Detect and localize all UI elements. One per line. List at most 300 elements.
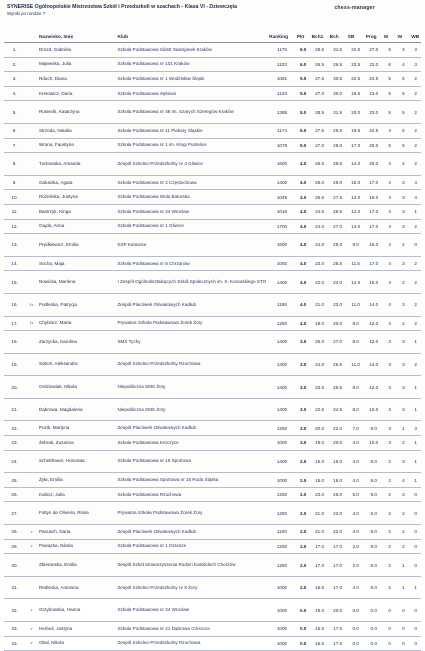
cell-club: Niepubliczna SMS Żory [116, 376, 268, 399]
cell-rank: 30. [4, 554, 25, 577]
cell-rating: 1250 [268, 539, 296, 554]
cell-name: Grzybowska, Hanna [38, 599, 117, 622]
cell-prog: 6.0 [365, 502, 383, 525]
cell-rank: 26. [4, 487, 25, 502]
cell-name: Nowicka, Marlena [38, 271, 117, 294]
table-row [4, 539, 421, 554]
cell-bch1: 27.5 [311, 72, 329, 87]
cell-prog: 16.0 [365, 271, 383, 294]
col-header-rank [4, 32, 25, 43]
cell-rating: 1600 [268, 153, 296, 176]
cell-bch: 20.0 [329, 599, 347, 622]
cell-prog: 12.0 [365, 376, 383, 399]
cell-name: Kubicz, Julia [38, 487, 117, 502]
table-row [4, 622, 421, 637]
cell-name: Galuszka, Agata [38, 175, 117, 190]
cell-prog: 10.0 [365, 436, 383, 451]
cell-points: 0.0 [296, 599, 311, 622]
cell-wb: 2 [410, 138, 421, 153]
cell-w2: 5 [397, 86, 411, 101]
cell-points: 4.0 [296, 256, 311, 271]
cell-rank: 24. [4, 450, 25, 473]
cell-name: Ordziowiak, Nikola [38, 376, 117, 399]
cell-bch1: 24.5 [311, 204, 329, 219]
cell-rating: 1250 [268, 554, 296, 577]
cell-title [25, 123, 38, 138]
cell-title [25, 487, 38, 502]
cell-club: Szkoła Podstawowa nr 24 Wrocław [116, 204, 268, 219]
cell-sb: 4.0 [347, 450, 365, 473]
cell-prog: 20.0 [365, 153, 383, 176]
cell-name: Strzoda, Natalia [38, 123, 117, 138]
col-header-bch1: Bch1 [311, 32, 329, 43]
cell-bch: 17.0 [329, 576, 347, 599]
cell-name: Scheithauer, Honorata [38, 450, 117, 473]
cell-bch: 29.5 [329, 123, 347, 138]
cell-w: 3 [383, 436, 397, 451]
cell-wb: 1 [410, 376, 421, 399]
cell-bch: 29.0 [329, 175, 347, 190]
cell-club: Szkoła Podstawowa Sękowo [116, 86, 268, 101]
cell-rating: 1185 [268, 293, 296, 316]
cell-club: Zespół Szkolno-Przedszkolny nr 4 Gliwice [116, 153, 268, 176]
cell-bch: 20.0 [329, 436, 347, 451]
cell-rank: 32. [4, 599, 25, 622]
cell-title: v [25, 539, 38, 554]
cell-w: 2 [383, 450, 397, 473]
cell-wb: 1 [410, 450, 421, 473]
cell-club: Szkoła Podstawowa nr 11 Piekary Śląskie [116, 123, 268, 138]
cell-rating: 1250 [268, 421, 296, 436]
table-row [4, 234, 421, 257]
cell-name: Obal, Nikola [38, 636, 117, 651]
cell-bch: 20.0 [329, 316, 347, 331]
cell-w: 2 [383, 473, 397, 488]
cell-prog: 20.0 [365, 138, 383, 153]
table-row [4, 576, 421, 599]
cell-title [25, 256, 38, 271]
cell-rank: 25. [4, 473, 25, 488]
cell-title [25, 331, 38, 354]
cell-sb: 11.5 [347, 256, 365, 271]
cell-rating: 1400 [268, 175, 296, 190]
cell-w2: 0 [397, 636, 411, 651]
cell-bch1: 26.0 [311, 175, 329, 190]
cell-w2: 3 [397, 398, 411, 421]
cell-w: 4 [383, 234, 397, 257]
cell-points: 4.0 [296, 175, 311, 190]
cell-prog: 8.0 [365, 473, 383, 488]
cell-prog: 17.0 [365, 219, 383, 234]
cell-wb: 2 [410, 101, 421, 124]
cell-wb: 2 [410, 153, 421, 176]
cell-club: Zespół Szkolno-Przedszkolny Rzuchowa [116, 636, 268, 651]
cell-bch: 27.0 [329, 219, 347, 234]
table-row [4, 376, 421, 399]
cell-w: 0 [383, 622, 397, 637]
cell-w2: 1 [397, 576, 411, 599]
cell-w2: 3 [397, 487, 411, 502]
cell-w: 2 [383, 502, 397, 525]
cell-points: 6.0 [296, 43, 311, 58]
cell-rank: 12. [4, 219, 25, 234]
cell-points: 2.5 [296, 473, 311, 488]
cell-bch: 16.0 [329, 450, 347, 473]
cell-w2: 2 [397, 539, 411, 554]
table-row [4, 293, 421, 316]
cell-w: 5 [383, 72, 397, 87]
cell-rank: 31. [4, 576, 25, 599]
cell-club: I Zespół Ogólnokształcących Szkół Społecznych im. S. Konarskiego STO [116, 271, 268, 294]
cell-name: Redlecka, Antonina [38, 576, 117, 599]
cell-w: 2 [383, 539, 397, 554]
cell-title [25, 376, 38, 399]
cell-wb: 0 [410, 502, 421, 525]
cell-points: 4.0 [296, 219, 311, 234]
cell-title: v [25, 525, 38, 540]
cell-bch1: 17.0 [311, 539, 329, 554]
cell-bch1: 27.0 [311, 86, 329, 101]
cell-w: 6 [383, 57, 397, 72]
cell-sb: 22.5 [347, 72, 365, 87]
cell-rating: 1133 [268, 86, 296, 101]
col-header-title [25, 32, 38, 43]
cell-sb: 5.0 [347, 487, 365, 502]
cell-w: 3 [383, 353, 397, 376]
cell-wb: 3 [410, 421, 421, 436]
cell-w2: 1 [397, 421, 411, 436]
cell-bch: 22.0 [329, 502, 347, 525]
cell-rating: 1400 [268, 353, 296, 376]
cell-points: 4.0 [296, 153, 311, 176]
cell-wb: 0 [410, 554, 421, 577]
cell-sb: 8.0 [347, 331, 365, 354]
cell-title [25, 101, 38, 124]
cell-bch1: 16.5 [311, 576, 329, 599]
cell-bch: 25.0 [329, 234, 347, 257]
cell-wb: 4 [410, 175, 421, 190]
cell-club: Szkoła Podstawowa nr 48 im. Szarych Szeregów Kraków [116, 101, 268, 124]
table-row [4, 554, 421, 577]
cell-sb: 0.0 [347, 636, 365, 651]
cell-prog: 8.0 [365, 450, 383, 473]
cell-bch: 25.5 [329, 256, 347, 271]
cell-rating: 1000 [268, 473, 296, 488]
cell-bch1: 26.5 [311, 153, 329, 176]
cell-bch1: 15.0 [311, 473, 329, 488]
cell-w: 4 [383, 153, 397, 176]
cell-w: 4 [383, 123, 397, 138]
table-row [4, 101, 421, 124]
cell-wb: 0 [410, 599, 421, 622]
cell-prog: 8.0 [365, 576, 383, 599]
cell-w2: 3 [397, 376, 411, 399]
cell-bch: 25.0 [329, 487, 347, 502]
table-row [4, 72, 421, 87]
cell-w: 3 [383, 376, 397, 399]
cell-prog: 17.0 [365, 175, 383, 190]
cell-bch1: 24.0 [311, 219, 329, 234]
cell-wb: 2 [410, 256, 421, 271]
cell-rating: 1400 [268, 271, 296, 294]
cell-prog: 14.0 [365, 353, 383, 376]
table-row [4, 636, 421, 651]
cell-points: 3.0 [296, 398, 311, 421]
cell-bch1: 22.5 [311, 398, 329, 421]
cell-w: 5 [383, 86, 397, 101]
table-row [4, 271, 421, 294]
cell-bch1: 20.0 [311, 421, 329, 436]
col-header-prog: Prog [365, 32, 383, 43]
cell-name: Turkowska, Amanda [38, 153, 117, 176]
cell-bch: 17.0 [329, 554, 347, 577]
cell-rating: 1174 [268, 123, 296, 138]
cell-rank: 11. [4, 204, 25, 219]
col-header-w2: W [397, 32, 411, 43]
cell-sb: 13.0 [347, 219, 365, 234]
cell-club: Zespół Szkolno-Przedszkolny nr 8 Żory [116, 576, 268, 599]
cell-bch1: 23.0 [311, 256, 329, 271]
col-header-w: W [383, 32, 397, 43]
cell-club: Szkoła Podstawowa nr 24 Wrocław [116, 599, 268, 622]
cell-w: 6 [383, 43, 397, 58]
cell-name: Majewska, Julia [38, 57, 117, 72]
cell-bch1: 21.0 [311, 502, 329, 525]
cell-club: Niepubliczna SMS Żory [116, 398, 268, 421]
table-row [4, 421, 421, 436]
cell-wb: 0 [410, 234, 421, 257]
cell-name: Rusiecki, Katarzyna [38, 101, 117, 124]
cell-bch1: 27.0 [311, 138, 329, 153]
cell-club: Zespół Placówek Oświatowych Kadłub [116, 293, 268, 316]
cell-name: Powązka, Nikola [38, 539, 117, 554]
table-row [4, 204, 421, 219]
cell-title [25, 72, 38, 87]
cell-sb: 17.0 [347, 138, 365, 153]
cell-wb: 2 [410, 353, 421, 376]
cell-w: 4 [383, 256, 397, 271]
cell-points: 4.0 [296, 271, 311, 294]
cell-wb: 2 [410, 123, 421, 138]
cell-prog: 12.0 [365, 331, 383, 354]
tournament-title: SYNERISE Ogólnopolskie Mistrzostwa Szkół i Przedszkoli w szachach - Klasa VI - Dziewczęta [7, 4, 238, 10]
cell-points: 2.0 [296, 554, 311, 577]
cell-wb: 2 [410, 72, 421, 87]
cell-bch1: 28.5 [311, 43, 329, 58]
cell-w: 5 [383, 101, 397, 124]
cell-bch: 29.5 [329, 153, 347, 176]
cell-bch1: 17.0 [311, 554, 329, 577]
cell-wb: 3 [410, 43, 421, 58]
cell-wb: 1 [410, 473, 421, 488]
cell-w: 4 [383, 219, 397, 234]
col-header-rating: Ranking [268, 32, 296, 43]
cell-rank: 2. [4, 57, 25, 72]
cell-title [25, 576, 38, 599]
cell-prog: 22.5 [365, 123, 383, 138]
cell-bch: 23.0 [329, 293, 347, 316]
cell-bch: 30.5 [329, 72, 347, 87]
cell-sb: 11.0 [347, 353, 365, 376]
cell-rank: 3. [4, 72, 25, 87]
table-row [4, 219, 421, 234]
table-row [4, 599, 421, 622]
cell-w2: 5 [397, 101, 411, 124]
cell-points: 6.0 [296, 57, 311, 72]
cell-rank: 29. [4, 539, 25, 554]
cell-bch1: 19.0 [311, 599, 329, 622]
cell-sb: 8.0 [347, 398, 365, 421]
cell-wb: 2 [410, 86, 421, 101]
cell-rank: 7. [4, 138, 25, 153]
cell-club: Szkoła Podstawowa nr 101 Kraków [116, 57, 268, 72]
cell-wb: 2 [410, 293, 421, 316]
cell-name: Różeńska, Justyna [38, 190, 117, 205]
cell-rating: 1600 [268, 234, 296, 257]
cell-bch: 22.0 [329, 525, 347, 540]
cell-name: Puzik, Martyna [38, 421, 117, 436]
cell-w: 4 [383, 204, 397, 219]
cell-w: 2 [383, 487, 397, 502]
cell-w: 4 [383, 271, 397, 294]
cell-points: 4.0 [296, 234, 311, 257]
cell-w2: 3 [397, 204, 411, 219]
cell-w2: 3 [397, 353, 411, 376]
cell-rating: 1049 [268, 190, 296, 205]
cell-name: Dąbrowa, Magdalena [38, 398, 117, 421]
cell-rating: 1400 [268, 398, 296, 421]
cell-bch1: 22.0 [311, 271, 329, 294]
cell-rating: 1400 [268, 450, 296, 473]
cell-wb: 3 [410, 57, 421, 72]
cell-club: Prywatna Szkoła Podstawowa Żorek Żory [116, 502, 268, 525]
cell-title [25, 502, 38, 525]
cell-w: 4 [383, 190, 397, 205]
chess-manager-logo: chess-manager [334, 5, 375, 11]
cell-name: Rduch, Diana [38, 72, 117, 87]
cell-points: 2.0 [296, 525, 311, 540]
cell-rating: 1000 [268, 599, 296, 622]
cell-rating: 1000 [268, 622, 296, 637]
cell-sb: 14.0 [347, 153, 365, 176]
cell-w2: 2 [397, 502, 411, 525]
col-header-bch: Bch [329, 32, 347, 43]
table-row [4, 138, 421, 153]
cell-prog: 6.0 [365, 554, 383, 577]
cell-points: 3.5 [296, 331, 311, 354]
cell-sb: 2.0 [347, 539, 365, 554]
cell-sb: 4.0 [347, 473, 365, 488]
cell-club: Szkoła Podstawowa Wola Batorska [116, 190, 268, 205]
col-header-points: Pkt [296, 32, 311, 43]
cell-name: Wrona, Faustyna [38, 138, 117, 153]
cell-points: 0.0 [296, 622, 311, 637]
cell-sb: 18.5 [347, 86, 365, 101]
table-row [4, 153, 421, 176]
cell-wb: 0 [410, 539, 421, 554]
cell-bch: 16.0 [329, 473, 347, 488]
results-body [4, 43, 421, 651]
cell-sb: 7.0 [347, 421, 365, 436]
cell-title [25, 473, 38, 488]
table-row [4, 450, 421, 473]
cell-rank: 9. [4, 175, 25, 190]
cell-club: SMS Tychy [116, 331, 268, 354]
cell-bch: 30.0 [329, 86, 347, 101]
cell-title [25, 86, 38, 101]
cell-rank: 27. [4, 502, 25, 525]
cell-title: v [25, 622, 38, 637]
cell-rating: 1079 [268, 138, 296, 153]
cell-rank: 13. [4, 234, 25, 257]
cell-w2: 1 [397, 554, 411, 577]
cell-title [25, 190, 38, 205]
cell-bch1: 27.5 [311, 123, 329, 138]
cell-name: Socha, Maja [38, 256, 117, 271]
cell-w2: 4 [397, 473, 411, 488]
cell-prog: 0.0 [365, 599, 383, 622]
cell-name: Drozd, Gabriela [38, 43, 117, 58]
table-row [4, 487, 421, 502]
cell-bch1: 16.5 [311, 622, 329, 637]
cell-w2: 2 [397, 271, 411, 294]
cell-w: 4 [383, 175, 397, 190]
cell-title: v [25, 636, 38, 651]
cell-bch: 29.0 [329, 138, 347, 153]
cell-prog: 0.0 [365, 636, 383, 651]
cell-rating: 1100 [268, 525, 296, 540]
cell-points: 5.0 [296, 101, 311, 124]
cell-w: 4 [383, 293, 397, 316]
table-row [4, 57, 421, 72]
cell-rank: 19. [4, 353, 25, 376]
table-row [4, 123, 421, 138]
cell-rating: 1250 [268, 502, 296, 525]
cell-name: Bastrzyk, Kinga [38, 204, 117, 219]
cell-club: Szkoła Podstawowa nr 1 Orzesze [116, 539, 268, 554]
cell-prog: 24.5 [365, 72, 383, 87]
table-row [4, 86, 421, 101]
table-row [4, 316, 421, 331]
cell-rating: 1081 [268, 72, 296, 87]
cell-wb: 2 [410, 271, 421, 294]
cell-bch1: 19.0 [311, 436, 329, 451]
cell-bch1: 21.0 [311, 293, 329, 316]
col-header-name: Nazwisko, Imię [38, 32, 117, 43]
cell-prog: 17.0 [365, 256, 383, 271]
cell-points: 3.0 [296, 376, 311, 399]
cell-title [25, 57, 38, 72]
cell-club: Szkoła Podstawowa nr 1 im. Kingi Pustelice [116, 138, 268, 153]
cell-club: KSP Katowice [116, 234, 268, 257]
cell-prog: 14.0 [365, 293, 383, 316]
cell-points: 2.0 [296, 502, 311, 525]
cell-bch: 25.5 [329, 376, 347, 399]
cell-club: Szkoła Podstawowa nr 21 Dąbrowa Górnicza [116, 622, 268, 637]
cell-name: Soboń, Aleksandra [38, 353, 117, 376]
cell-sb: 2.0 [347, 554, 365, 577]
cell-w: 0 [383, 636, 397, 651]
cell-w2: 3 [397, 190, 411, 205]
cell-rank: 14. [4, 256, 25, 271]
cell-rating: 1103 [268, 57, 296, 72]
table-row [4, 190, 421, 205]
cell-points: 2.5 [296, 450, 311, 473]
cell-sb: 4.0 [347, 436, 365, 451]
cell-club: Zespół Szkolno-Przedszkolny Rzuchowa [116, 353, 268, 376]
cell-sb: 12.0 [347, 190, 365, 205]
cell-points: 4.0 [296, 293, 311, 316]
